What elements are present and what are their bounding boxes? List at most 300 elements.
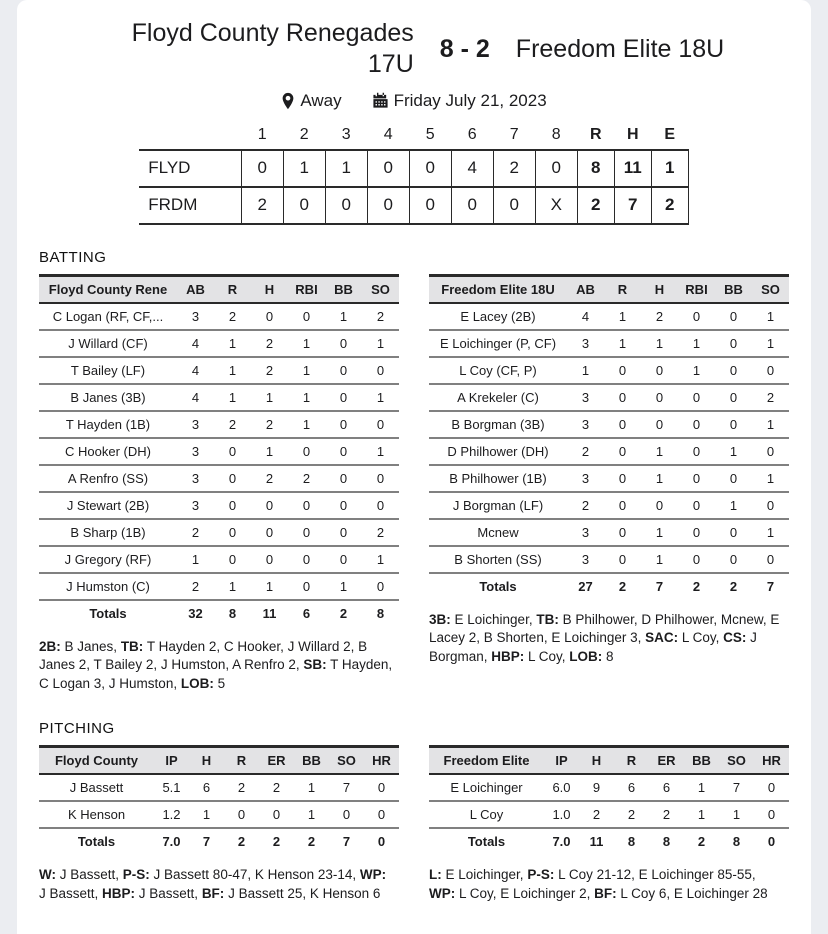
player-stat: 1 [684, 774, 719, 801]
player-stat: 1 [567, 357, 604, 384]
stat-column-header: IP [154, 747, 189, 775]
stat-table [429, 745, 789, 854]
summary-score: 2 [651, 187, 688, 224]
stat-column-header: AB [567, 275, 604, 303]
note-label: TB: [120, 638, 144, 654]
player-stat: 0 [715, 519, 752, 546]
player-row [429, 438, 789, 465]
summary-header: H [626, 125, 639, 143]
player-stat: 0 [604, 438, 641, 465]
stat-table [39, 274, 399, 626]
note-label: SAC: [645, 630, 679, 646]
inning-header: 5 [425, 125, 435, 143]
inning-score: 0 [535, 150, 577, 187]
player-stat: 2 [579, 801, 614, 828]
player-stat: 0 [288, 303, 325, 330]
stat-header-row [429, 275, 789, 303]
player-stat: 3 [567, 546, 604, 573]
player-stat: 0 [678, 438, 715, 465]
inning-header: 1 [257, 125, 267, 143]
game-meta-row [39, 91, 789, 111]
player-stat: 1 [641, 438, 678, 465]
note-label: LOB: [180, 676, 214, 692]
home-team-name: Freedom Elite 18U [515, 34, 725, 63]
player-stat: 3 [177, 411, 214, 438]
inning-score: 0 [241, 150, 283, 187]
stat-column-header: BB [715, 275, 752, 303]
stat-team-header: Freedom Elite 18U [429, 275, 567, 303]
note-label: 3B: [429, 611, 451, 627]
batting-away-table [39, 274, 399, 626]
player-row [39, 573, 399, 600]
player-stat: 2 [251, 465, 288, 492]
player-stat: 2 [214, 303, 251, 330]
player-stat: 1 [288, 330, 325, 357]
player-stat: 0 [214, 438, 251, 465]
stat-table [429, 274, 789, 599]
player-stat: 3 [567, 384, 604, 411]
inning-score: 0 [409, 150, 451, 187]
player-stat: 1 [214, 384, 251, 411]
totals-stat: 8 [362, 600, 399, 626]
totals-stat: 7 [329, 828, 364, 854]
player-stat: 0 [214, 465, 251, 492]
player-stat: 3 [567, 411, 604, 438]
player-stat: 1 [715, 438, 752, 465]
player-row [39, 357, 399, 384]
player-stat: 0 [715, 411, 752, 438]
batting-home-column [429, 274, 789, 695]
summary-score: 11 [614, 150, 651, 187]
inning-score: 0 [367, 150, 409, 187]
location-pin-icon [281, 92, 295, 110]
totals-stat: 2 [678, 573, 715, 599]
player-stat: 0 [325, 357, 362, 384]
player-name: B Shorten (SS) [429, 546, 567, 573]
totals-stat: 2 [604, 573, 641, 599]
inning-header: 4 [383, 125, 393, 143]
totals-stat: 2 [684, 828, 719, 854]
player-stat: 1.0 [544, 801, 579, 828]
player-stat: 1 [251, 438, 288, 465]
batting-columns [39, 274, 789, 695]
player-stat: 0 [715, 357, 752, 384]
totals-label: Totals [429, 573, 567, 599]
stat-column-header: BB [325, 275, 362, 303]
player-stat: 3 [567, 330, 604, 357]
totals-label: Totals [429, 828, 544, 854]
totals-row [39, 828, 399, 854]
player-stat: 1 [294, 801, 329, 828]
pitching-away-column [39, 745, 399, 904]
player-stat: 0 [251, 303, 288, 330]
summary-header: R [589, 125, 602, 143]
player-stat: 4 [177, 357, 214, 384]
note-label: WP: [429, 886, 456, 902]
player-row [429, 411, 789, 438]
player-stat: 1 [604, 303, 641, 330]
player-stat: 1 [715, 492, 752, 519]
player-stat: 1 [752, 411, 789, 438]
pitching-away-table [39, 745, 399, 854]
linescore-table [139, 123, 689, 225]
totals-stat: 8 [649, 828, 684, 854]
pitching-columns [39, 745, 789, 904]
player-name: C Hooker (DH) [39, 438, 177, 465]
player-name: J Borgman (LF) [429, 492, 567, 519]
player-row [39, 801, 399, 828]
player-stat: 0 [362, 573, 399, 600]
player-stat: 2 [177, 573, 214, 600]
player-stat: 0 [251, 492, 288, 519]
player-stat: 0 [288, 573, 325, 600]
player-stat: 0 [325, 465, 362, 492]
player-stat: 0 [678, 546, 715, 573]
stat-team-header: Freedom Elite [429, 747, 544, 775]
totals-stat: 2 [715, 573, 752, 599]
player-stat: 0 [224, 801, 259, 828]
player-stat: 0 [214, 546, 251, 573]
player-row [39, 303, 399, 330]
player-stat: 0 [604, 411, 641, 438]
note-label: W: [39, 867, 56, 883]
player-name: J Humston (C) [39, 573, 177, 600]
away-team-name: Floyd County Renegades 17U [131, 19, 414, 79]
player-stat: 1 [641, 465, 678, 492]
player-name: A Krekeler (C) [429, 384, 567, 411]
player-name: A Renfro (SS) [39, 465, 177, 492]
stat-header-row [429, 747, 789, 775]
player-stat: 3 [567, 519, 604, 546]
summary-score: 7 [614, 187, 651, 224]
player-stat: 0 [259, 801, 294, 828]
player-stat: 1 [604, 330, 641, 357]
player-stat: 6 [649, 774, 684, 801]
player-stat: 3 [177, 492, 214, 519]
player-stat: 0 [641, 492, 678, 519]
player-stat: 0 [214, 492, 251, 519]
player-stat: 1 [214, 357, 251, 384]
player-row [429, 303, 789, 330]
player-stat: 0 [604, 384, 641, 411]
player-name: T Hayden (1B) [39, 411, 177, 438]
player-stat: 1 [362, 438, 399, 465]
pitching-away-notes: W: J Bassett, P-S: J Bassett 80-47, K Henson 23-14, WP: J Bassett, HBP: J Bassett, BF: J Bassett 25, K Henson 6 [39, 867, 387, 902]
player-stat: 0 [752, 438, 789, 465]
player-stat: 0 [678, 519, 715, 546]
pitching-home-notes: L: E Loichinger, P-S: L Coy 21-12, E Loichinger 85-55, WP: L Coy, E Loichinger 2, BF: L Coy 6, E Loichinger 28 [429, 867, 768, 902]
stat-column-header: H [189, 747, 224, 775]
player-stat: 0 [678, 492, 715, 519]
player-stat: 0 [325, 438, 362, 465]
player-stat: 1 [678, 357, 715, 384]
player-row [429, 465, 789, 492]
player-row [429, 357, 789, 384]
player-stat: 0 [715, 330, 752, 357]
inning-header: 2 [299, 125, 309, 143]
player-stat: 1 [641, 519, 678, 546]
linescore-row [139, 187, 688, 224]
inning-score: 2 [493, 150, 535, 187]
stat-header-row [39, 747, 399, 775]
inning-score: X [535, 187, 577, 224]
player-row [39, 546, 399, 573]
team-abbr: FRDM [139, 187, 241, 224]
note-label: HBP: [102, 886, 136, 902]
note-label: BF: [594, 886, 617, 902]
player-row [39, 774, 399, 801]
player-stat: 0 [364, 801, 399, 828]
player-stat: 0 [325, 492, 362, 519]
totals-stat: 2 [259, 828, 294, 854]
calendar-icon [372, 92, 389, 109]
inning-score: 2 [241, 187, 283, 224]
inning-header: 8 [551, 125, 561, 143]
player-stat: 2 [362, 519, 399, 546]
totals-stat: 7 [641, 573, 678, 599]
player-stat: 1 [684, 801, 719, 828]
stat-column-header: R [224, 747, 259, 775]
player-stat: 2 [259, 774, 294, 801]
player-stat: 2 [614, 801, 649, 828]
player-name: B Sharp (1B) [39, 519, 177, 546]
player-stat: 0 [288, 519, 325, 546]
stat-column-header: H [579, 747, 614, 775]
linescore-wrap [39, 123, 789, 225]
player-name: C Logan (RF, CF,... [39, 303, 177, 330]
player-stat: 6 [189, 774, 224, 801]
stat-column-header: HR [364, 747, 399, 775]
pitching-home-column [429, 745, 789, 904]
inning-score: 0 [409, 187, 451, 224]
player-row [39, 438, 399, 465]
player-name: J Gregory (RF) [39, 546, 177, 573]
stat-team-header: Floyd County [39, 747, 154, 775]
stat-table [39, 745, 399, 854]
player-stat: 1 [752, 519, 789, 546]
player-name: Mcnew [429, 519, 567, 546]
date-group [372, 91, 547, 111]
player-stat: 0 [288, 438, 325, 465]
player-row [429, 801, 789, 828]
linescore-row [139, 150, 688, 187]
player-row [429, 546, 789, 573]
player-name: E Loichinger (P, CF) [429, 330, 567, 357]
stat-column-header: R [604, 275, 641, 303]
player-stat: 0 [325, 384, 362, 411]
player-row [39, 330, 399, 357]
player-stat: 0 [362, 411, 399, 438]
pitching-home-table [429, 745, 789, 854]
batting-section-label: BATTING [39, 248, 107, 266]
stat-column-header: RBI [288, 275, 325, 303]
player-stat: 3 [177, 465, 214, 492]
stat-column-header: ER [649, 747, 684, 775]
player-stat: 0 [362, 357, 399, 384]
player-stat: 0 [678, 411, 715, 438]
note-label: SB: [303, 657, 327, 673]
inning-score: 0 [451, 187, 493, 224]
note-label: TB: [536, 611, 559, 627]
player-stat: 0 [715, 546, 752, 573]
player-stat: 1 [177, 546, 214, 573]
player-row [39, 411, 399, 438]
game-score: 8 - 2 [439, 34, 490, 63]
player-stat: 0 [604, 465, 641, 492]
batting-away-column [39, 274, 399, 695]
player-stat: 0 [604, 357, 641, 384]
player-row [429, 774, 789, 801]
stat-team-header: Floyd County Rene [39, 275, 177, 303]
player-name: L Coy [429, 801, 544, 828]
team-abbr: FLYD [139, 150, 241, 187]
totals-stat: 8 [719, 828, 754, 854]
totals-row [429, 828, 789, 854]
player-stat: 0 [329, 801, 364, 828]
player-stat: 3 [177, 438, 214, 465]
player-stat: 1 [288, 357, 325, 384]
player-stat: 0 [325, 411, 362, 438]
totals-stat: 0 [754, 828, 789, 854]
totals-stat: 7.0 [154, 828, 189, 854]
player-stat: 1 [325, 303, 362, 330]
player-stat: 2 [224, 774, 259, 801]
player-stat: 2 [649, 801, 684, 828]
totals-stat: 7.0 [544, 828, 579, 854]
player-stat: 1 [251, 384, 288, 411]
player-row [429, 330, 789, 357]
inning-score: 4 [451, 150, 493, 187]
player-stat: 0 [251, 519, 288, 546]
player-stat: 0 [715, 465, 752, 492]
player-name: L Coy (CF, P) [429, 357, 567, 384]
player-stat: 1 [752, 330, 789, 357]
player-stat: 2 [177, 519, 214, 546]
note-label: CS: [723, 630, 747, 646]
player-stat: 0 [288, 546, 325, 573]
player-stat: 1 [752, 303, 789, 330]
player-stat: 0 [754, 774, 789, 801]
player-stat: 2 [251, 411, 288, 438]
player-stat: 0 [752, 357, 789, 384]
summary-score: 8 [577, 150, 614, 187]
stat-column-header: AB [177, 275, 214, 303]
player-stat: 0 [754, 801, 789, 828]
totals-stat: 2 [325, 600, 362, 626]
player-stat: 1 [325, 573, 362, 600]
player-row [39, 519, 399, 546]
inning-score: 0 [367, 187, 409, 224]
player-stat: 0 [251, 546, 288, 573]
player-stat: 1.2 [154, 801, 189, 828]
stat-header-row [39, 275, 399, 303]
totals-stat: 8 [614, 828, 649, 854]
player-stat: 0 [678, 384, 715, 411]
stat-column-header: BB [684, 747, 719, 775]
player-stat: 0 [325, 546, 362, 573]
player-row [429, 519, 789, 546]
player-stat: 0 [641, 411, 678, 438]
stat-column-header: RBI [678, 275, 715, 303]
note-label: HBP: [491, 649, 525, 665]
player-row [39, 465, 399, 492]
player-name: B Philhower (1B) [429, 465, 567, 492]
player-stat: 0 [325, 330, 362, 357]
score-header [39, 18, 789, 81]
player-stat: 0 [325, 519, 362, 546]
player-stat: 0 [641, 357, 678, 384]
totals-stat: 32 [177, 600, 214, 626]
totals-row [39, 600, 399, 626]
player-stat: 0 [715, 384, 752, 411]
player-name: J Bassett [39, 774, 154, 801]
player-name: J Stewart (2B) [39, 492, 177, 519]
stat-column-header: ER [259, 747, 294, 775]
inning-score: 0 [493, 187, 535, 224]
player-stat: 1 [641, 546, 678, 573]
inning-header: 6 [467, 125, 477, 143]
player-stat: 7 [329, 774, 364, 801]
player-stat: 4 [177, 384, 214, 411]
stat-column-header: BB [294, 747, 329, 775]
totals-stat: 7 [189, 828, 224, 854]
pitching-section-label: PITCHING [39, 720, 115, 738]
totals-stat: 2 [294, 828, 329, 854]
totals-stat: 11 [251, 600, 288, 626]
note-label: WP: [359, 867, 387, 883]
stat-column-header: SO [329, 747, 364, 775]
totals-stat: 6 [288, 600, 325, 626]
player-stat: 0 [604, 492, 641, 519]
player-row [39, 492, 399, 519]
player-stat: 6 [614, 774, 649, 801]
player-name: D Philhower (DH) [429, 438, 567, 465]
summary-score: 1 [651, 150, 688, 187]
player-stat: 9 [579, 774, 614, 801]
player-stat: 7 [719, 774, 754, 801]
inning-score: 0 [283, 187, 325, 224]
player-stat: 1 [678, 330, 715, 357]
stat-column-header: SO [719, 747, 754, 775]
stat-column-header: H [251, 275, 288, 303]
player-stat: 2 [567, 438, 604, 465]
totals-stat: 27 [567, 573, 604, 599]
linescore-header-row [139, 123, 688, 150]
player-stat: 3 [177, 303, 214, 330]
game-date-label: Friday July 21, 2023 [393, 90, 547, 110]
stat-column-header: H [641, 275, 678, 303]
note-label: P-S: [527, 867, 555, 883]
box-score-page [17, 0, 811, 934]
inning-header: 7 [509, 125, 519, 143]
player-name: B Borgman (3B) [429, 411, 567, 438]
player-stat: 1 [288, 411, 325, 438]
totals-stat: 8 [214, 600, 251, 626]
player-stat: 6.0 [544, 774, 579, 801]
totals-stat: 2 [224, 828, 259, 854]
player-name: B Janes (3B) [39, 384, 177, 411]
summary-score: 2 [577, 187, 614, 224]
player-stat: 0 [678, 303, 715, 330]
player-row [39, 384, 399, 411]
player-stat: 1 [641, 330, 678, 357]
player-stat: 0 [604, 546, 641, 573]
player-stat: 0 [715, 303, 752, 330]
player-stat: 2 [251, 357, 288, 384]
player-stat: 0 [604, 519, 641, 546]
player-stat: 1 [214, 573, 251, 600]
player-stat: 1 [214, 330, 251, 357]
